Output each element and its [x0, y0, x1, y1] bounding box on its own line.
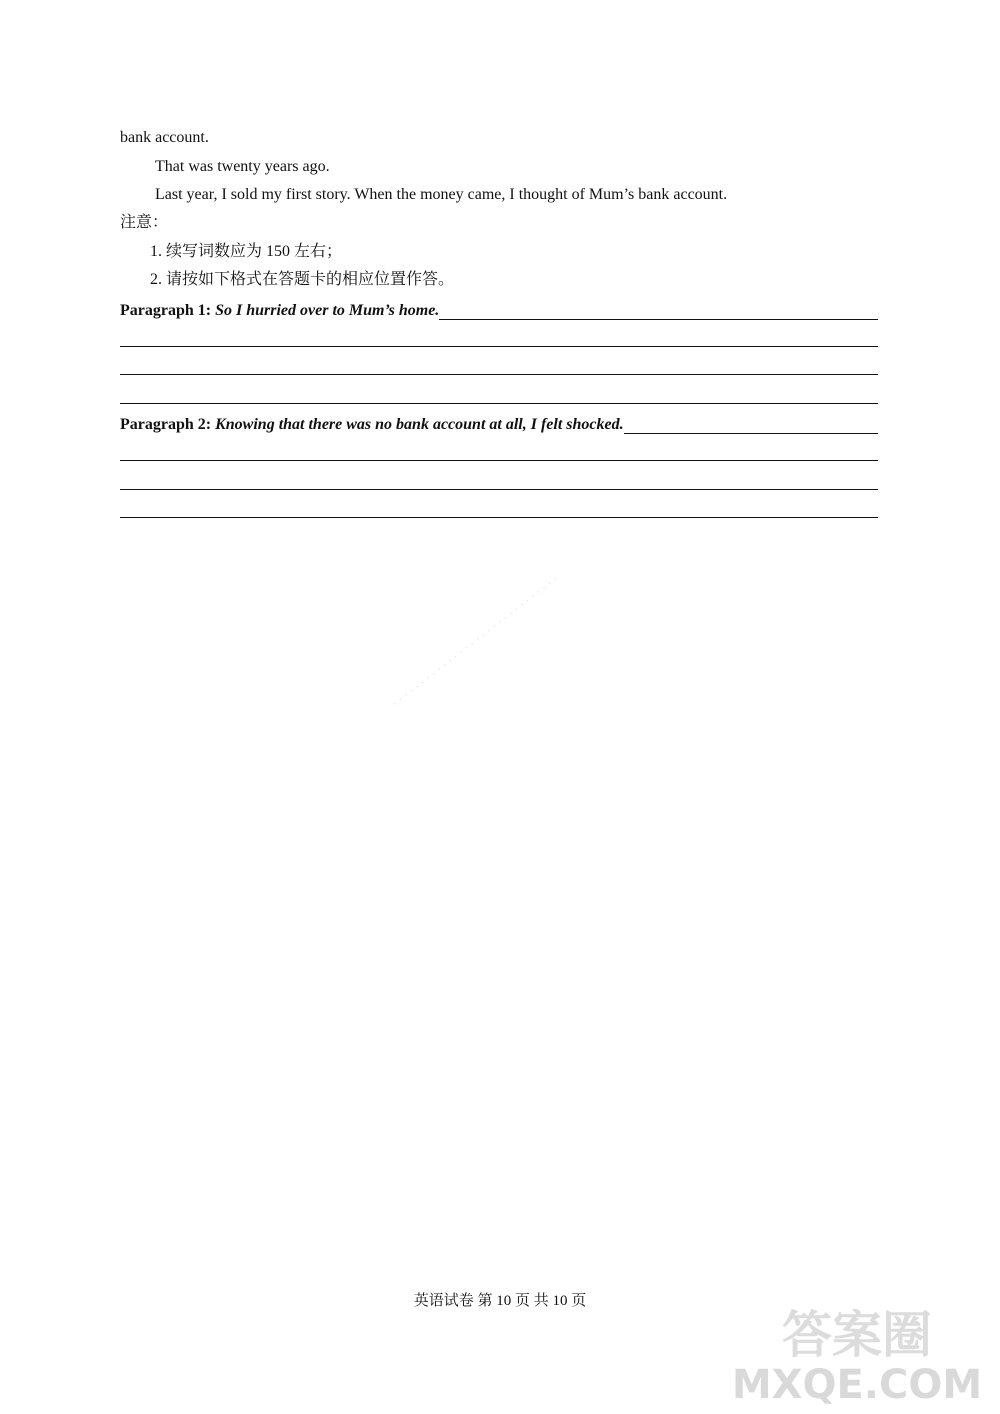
passage-line-2: That was twenty years ago. [155, 158, 330, 175]
paragraph-2-answer-blank[interactable] [624, 432, 878, 434]
answer-line[interactable] [120, 403, 878, 404]
paragraph-2-heading [120, 413, 878, 435]
notes-heading: 注意： [120, 214, 169, 231]
paragraph-2-label: Paragraph 2: [120, 416, 216, 433]
paragraph-1-starter: So I hurried over to Mum’s home. [215, 302, 440, 319]
answer-line[interactable] [120, 460, 878, 461]
watermark-site-text: MXQE.COM [732, 1362, 982, 1404]
note-item-1: 1. 续写词数应为 150 左右； [150, 243, 343, 260]
answer-line[interactable] [120, 517, 878, 518]
passage-line-1: bank account. [120, 129, 209, 146]
paragraph-2-starter: Knowing that there was no bank account at all, I felt shocked. [215, 416, 624, 433]
answer-line[interactable] [120, 489, 878, 490]
watermark-logo [732, 1294, 982, 1404]
note-item-2: 2. 请按如下格式在答题卡的相应位置作答。 [150, 271, 455, 288]
paragraph-1-heading [120, 299, 878, 321]
faint-diagonal-watermark: · · · · · · · · · · · · · · · · · · · · · · · · · · · · · · [390, 572, 561, 711]
answer-line[interactable] [120, 374, 878, 375]
paragraph-1-answer-blank[interactable] [439, 318, 878, 320]
paragraph-1-label: Paragraph 1: [120, 302, 216, 319]
page-footer: 英语试卷 第 10 页 共 10 页 [413, 1293, 587, 1309]
passage-line-3: Last year, I sold my first story. When the money came, I thought of Mum’s bank account. [155, 186, 728, 203]
watermark-logo-text: 答案圈 [782, 1306, 932, 1364]
answer-line[interactable] [120, 346, 878, 347]
